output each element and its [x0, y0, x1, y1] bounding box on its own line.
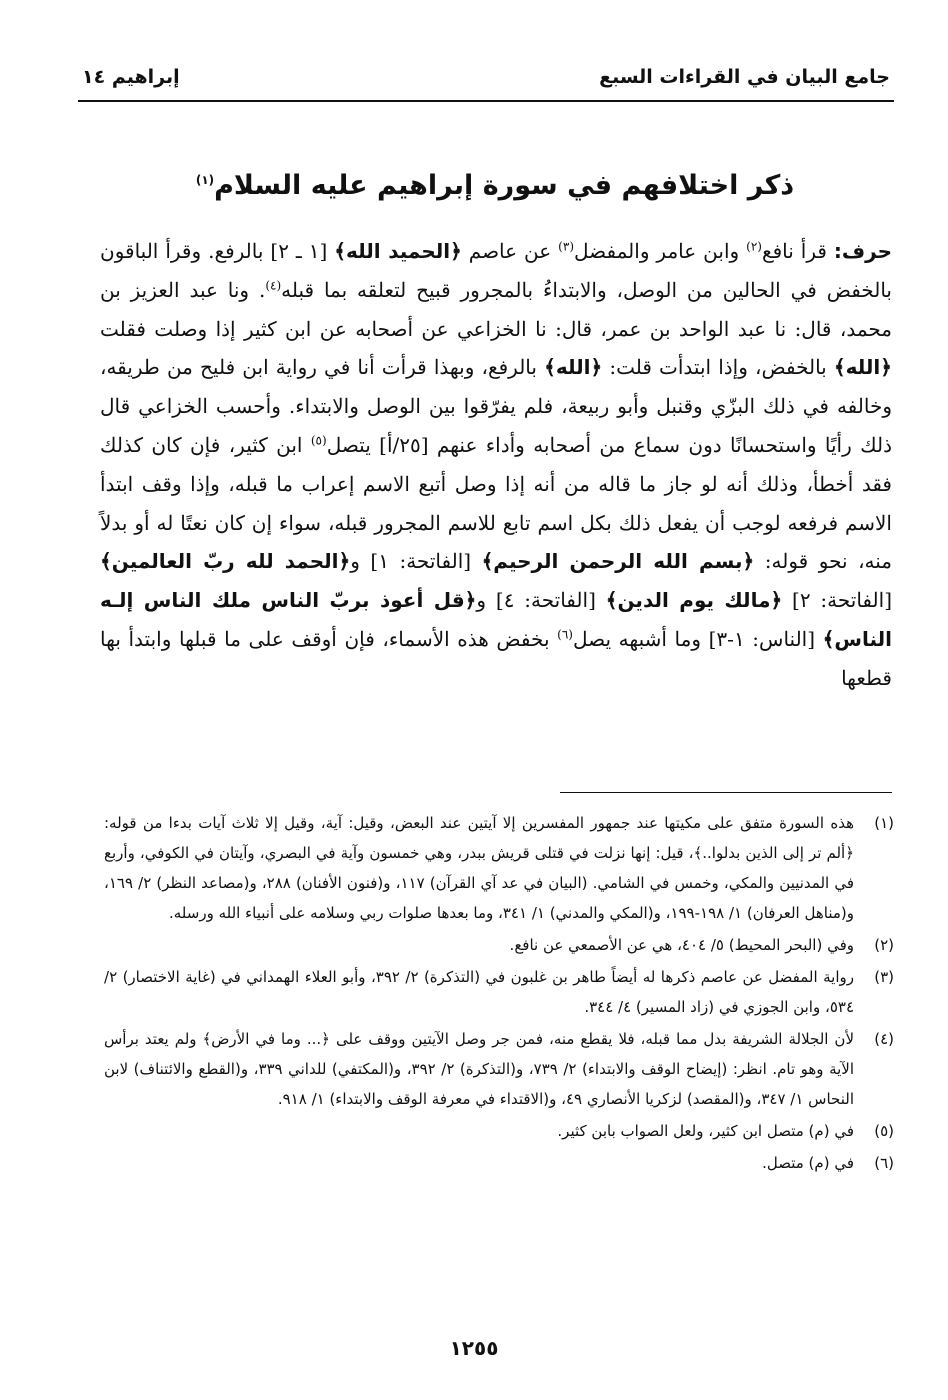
- footnote-2: [104, 930, 894, 960]
- text-run: [١ ـ ٢] بالرفع. وقرأ الباقون بالخفض في الحالين من الوصل، والابتداءُ بالمجرور قبيح لتعلقه بما قبله: [100, 239, 892, 302]
- footnote-4: [104, 1024, 894, 1114]
- quran-verse: ﴿قل أعوذ بربّ الناس ملك الناس إلـه الناس﴾: [100, 588, 893, 651]
- quran-verse: ﴿الله﴾: [833, 355, 892, 380]
- text-run: عن عاصم: [461, 239, 559, 263]
- footnote-ref: (٥): [310, 433, 327, 448]
- running-header: [78, 58, 894, 98]
- text-run: [الفاتحة: ١] و: [350, 549, 482, 574]
- footnote-ref: (٣): [558, 239, 574, 254]
- footnotes: [104, 808, 894, 1180]
- footnote-5: [104, 1116, 894, 1146]
- main-text: [100, 232, 892, 698]
- footnote-text: رواية المفضل عن عاصم ذكرها له أيضاً طاهر بن غلبون في (التذكرة) ٢/ ٣٩٢، وأبو العلاء الهمداني في (غاية الاختصار) ٢/ ٥٣٤، وابن الجوزي في (زاد المسير) ٤/ ٣٤٤.: [104, 968, 854, 1016]
- text-run: قرأ نافع: [761, 239, 834, 263]
- label-harf: حرف:: [833, 239, 892, 263]
- text-run: [الفاتحة: ٢]: [782, 588, 893, 613]
- footnote-divider: [560, 792, 892, 793]
- quran-verse: ﴿بسم الله الرحمن الرحيم﴾: [481, 549, 755, 574]
- footnote-ref: (٤): [265, 278, 282, 293]
- footnote-text: في (م) متصل.: [762, 1154, 854, 1172]
- footnote-1: [104, 808, 894, 928]
- footnote-text: هذه السورة متفق على مكيتها عند جمهور المفسرين إلا آيتين عند البعض، وقيل: آية، وقيل إلا ثلاث آيات بدءا من قوله: ﴿ألم تر إلى الذين بدلوا..﴾، قيل: إنها نزلت في قتلى قريش ببدر، وهي خمسون وآية في البصري، وآيتان في الكوفي، وأربع في المدنيين والمكي، وخمس في الشامي. (البيان في عد آي القرآن) ١١٧، و(فنون الأفنان) ٢٨٨، و(مصاعد النظر) ٢/ ١٦٩، و(مناهل العرفان) ١/ ١٩٨-١٩٩، و(المكي والمدني) ١/ ٣٤١، وما بعدها صلوات ربي وسلامه على أنبياء الله ورسله.: [104, 814, 855, 922]
- text-run: وابن عامر والمفضل: [574, 239, 747, 263]
- footnote-number: (٦): [874, 1154, 894, 1172]
- footnote-ref: (١): [195, 173, 215, 187]
- text-run: بالخفض، وإذا ابتدأت قلت:: [602, 355, 834, 380]
- footnote-number: (١): [874, 814, 894, 832]
- text-run: بخفض هذه الأسماء، فإن أوقف على ما قبلها وابتدأ بها قطعها: [100, 626, 892, 690]
- section-title: [100, 160, 890, 212]
- page-number: ١٢٥٥: [449, 1336, 499, 1360]
- quran-verse: ﴿الله﴾: [544, 355, 603, 380]
- footnote-number: (٥): [874, 1122, 894, 1140]
- footnote-number: (٢): [874, 936, 894, 954]
- footnote-text: لأن الجلالة الشريفة بدل مما قبله، فلا يقطع منه، فمن جر وصل الآيتين ووقف على ﴿... وما في الأرض﴾ ولم يعتد برأس الآية وهو تام. انظر: (إيضاح الوقف والابتداء) ٢/ ٧٣٩، و(التذكرة) ٢/ ٣٩٢، و(المكتفي) للداني ٣٣٩، و(القطع والائتناف) لابن النحاس ١/ ٣٤٧، و(المقصد) لزكريا الأنصاري ٤٩، و(الاقتداء في معرفة الوقف والابتداء) ١/ ٩١٨.: [104, 1030, 855, 1108]
- text-run: بالرفع، وبهذا قرأت أنا في رواية ابن فليح من طريقه، وخالفه في ذلك البزّي وقنبل وأبو ربيعة، فلم يفرّقوا بين الوصل والابتداء. وأحسب الخزاعي قال ذلك رأيًا واستحسانًا دون سماع من أصحابه وأداء عنهم [٢٥/أ] يتصل: [100, 355, 892, 457]
- section-title-text: ذكر اختلافهم في سورة إبراهيم عليه السلام: [214, 170, 795, 201]
- footnote-number: (٣): [874, 968, 894, 986]
- quran-verse: ﴿الحميد الله﴾: [334, 239, 462, 263]
- chapter-label: إبراهيم ١٤: [82, 66, 180, 88]
- footnote-number: (٤): [874, 1030, 894, 1048]
- text-run: ابن كثير، فإن كان كذلك فقد أخطأ، وذلك أنه لو جاز ما قاله من أنه إذا وصل أتبع الاسم إعراب ما قبله، وإذا وقف ابتدأ الاسم فرفعه لوجب أن يفعل ذلك بكل اسم تابع للاسم المجرور قبله، سواء إن كان نعتًا له أو بدلاً منه، نحو قوله:: [100, 432, 892, 574]
- header-divider: [78, 100, 894, 102]
- footnote-ref: (٦): [557, 627, 573, 642]
- footnote-3: [104, 962, 894, 1022]
- paragraph: [100, 232, 892, 698]
- footnote-text: في (م) متصل ابن كثير، ولعل الصواب بابن كثير.: [557, 1122, 854, 1140]
- text-run: [الفاتحة: ٤] و: [476, 588, 606, 613]
- text-run: . ونا عبد العزيز بن محمد، قال: نا عبد الواحد بن عمر، قال: نا الخزاعي عن أصحابه عن ابن كثير إذا وصلت فقلت: [100, 277, 892, 341]
- quran-verse: ﴿مالك يوم الدين﴾: [605, 588, 783, 613]
- footnote-text: وفي (البحر المحيط) ٥/ ٤٠٤، هي عن الأصمعي عن نافع.: [509, 936, 854, 954]
- text-run: [الناس: ١-٣] وما أشبهه يصل: [572, 626, 823, 651]
- footnote-ref: (٢): [746, 239, 762, 254]
- footnote-6: [104, 1148, 894, 1178]
- book-title: جامع البيان في القراءات السبع: [599, 66, 890, 88]
- quran-verse: ﴿الحمد لله ربّ العالمين﴾: [100, 549, 351, 574]
